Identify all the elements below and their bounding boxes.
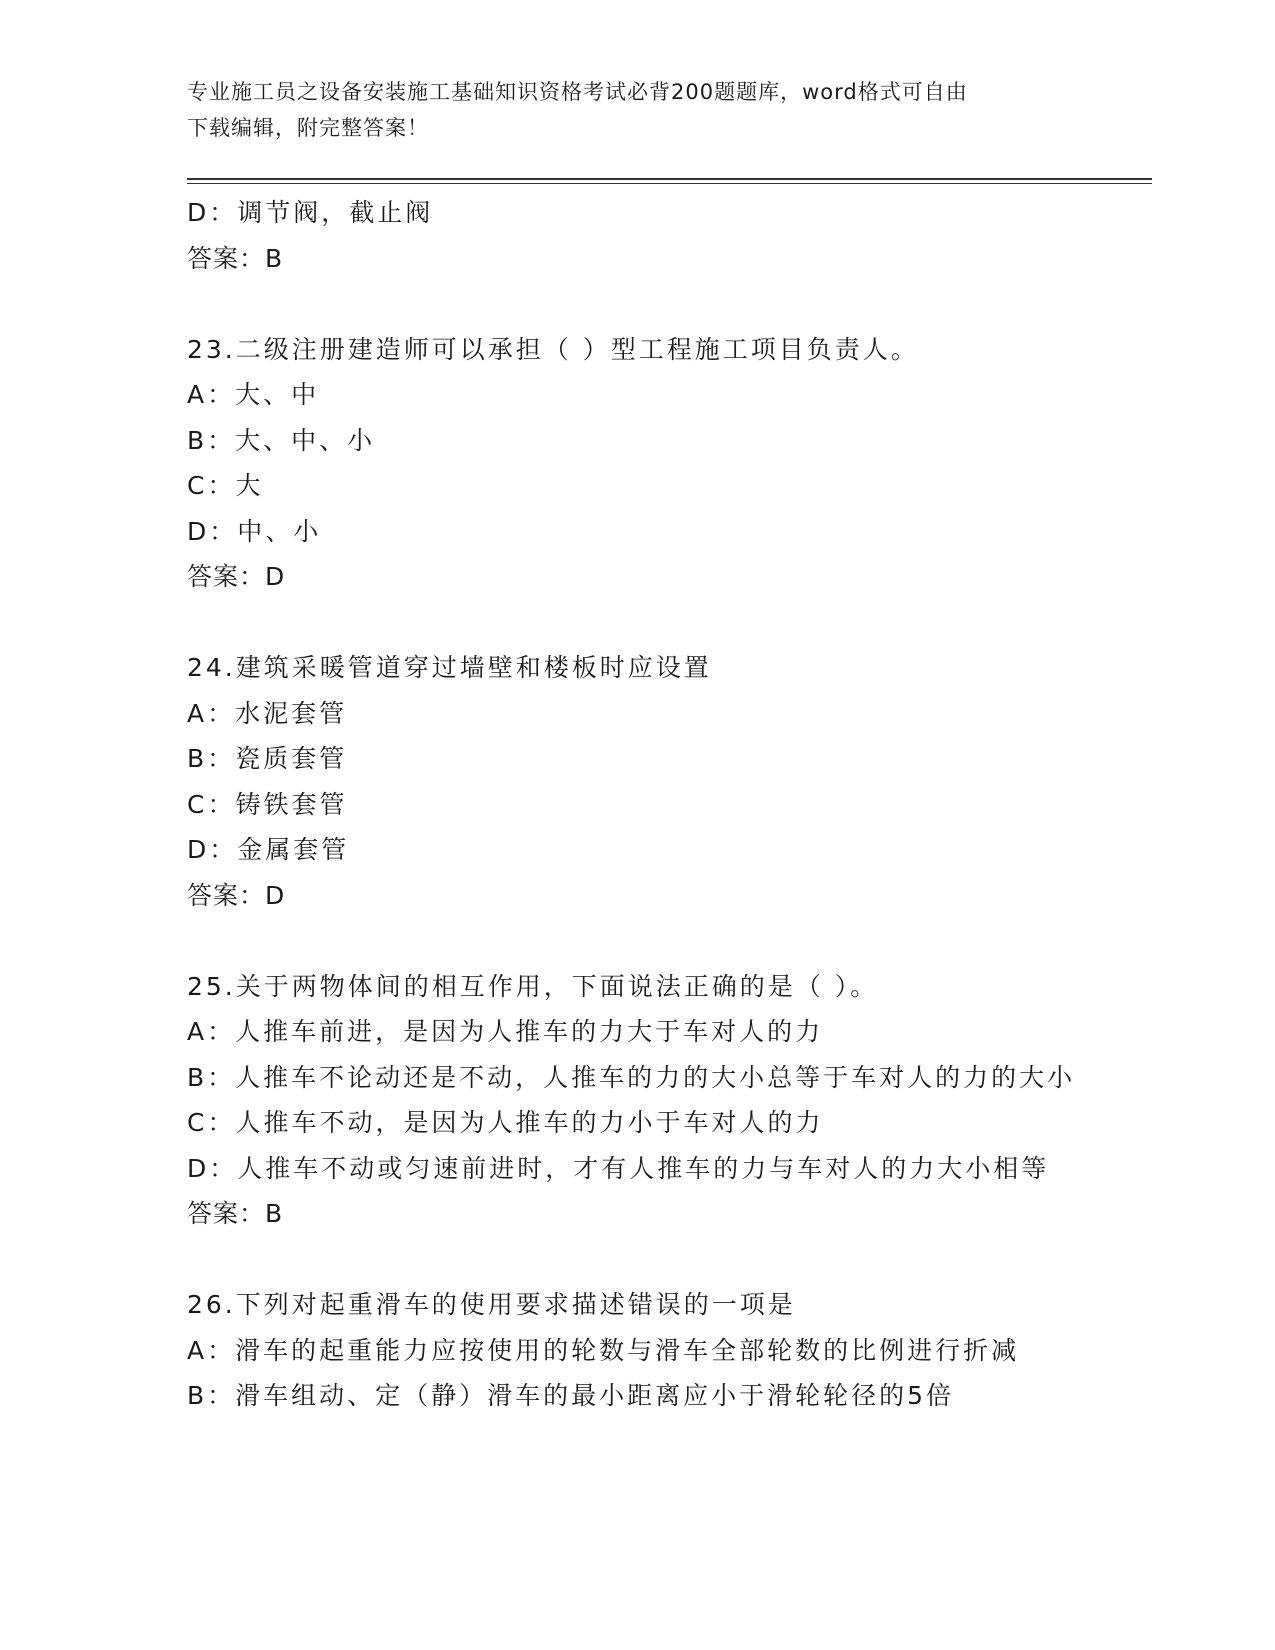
option-a: A：人推车前进，是因为人推车的力大于车对人的力 bbox=[187, 1017, 824, 1046]
option-b: B：人推车不论动还是不动，人推车的力的大小总等于车对人的力的大小 bbox=[187, 1062, 1076, 1092]
question-24 bbox=[187, 645, 1087, 918]
spacer bbox=[187, 281, 1087, 327]
document-header bbox=[187, 74, 1087, 146]
question-25 bbox=[187, 964, 1087, 1237]
spacer bbox=[187, 600, 1087, 646]
answer: 答案：D bbox=[187, 880, 286, 910]
option-a: A：水泥套管 bbox=[187, 698, 348, 728]
question-stem: 24.建筑采暖管道穿过墙壁和楼板时应设置 bbox=[187, 653, 712, 682]
question-stem: 23.二级注册建造师可以承担（ ）型工程施工项目负责人。 bbox=[187, 334, 919, 364]
header-divider-thick bbox=[187, 178, 1152, 180]
option-b: B：滑车组动、定（静）滑车的最小距离应小于滑轮轮径的5倍 bbox=[187, 1381, 955, 1410]
option-a: A：大、中 bbox=[187, 380, 320, 409]
option-a: A：滑车的起重能力应按使用的轮数与滑车全部轮数的比例进行折减 bbox=[187, 1335, 1020, 1365]
answer: 答案：D bbox=[187, 562, 286, 591]
option-c: C：大 bbox=[187, 471, 264, 500]
option-d: D：中、小 bbox=[187, 516, 322, 546]
spacer bbox=[187, 918, 1087, 964]
question-stem: 26.下列对起重滑车的使用要求描述错误的一项是 bbox=[187, 1290, 796, 1319]
option-c: C：人推车不动，是因为人推车的力小于车对人的力 bbox=[187, 1108, 824, 1137]
option-d: D：人推车不动或匀速前进时，才有人推车的力与车对人的力大小相等 bbox=[187, 1153, 1050, 1183]
header-line-1: 专业施工员之设备安装施工基础知识资格考试必背200题题库，word格式可自由 bbox=[187, 80, 968, 104]
answer: 答案：B bbox=[187, 1199, 284, 1228]
header-divider-thin bbox=[187, 183, 1152, 184]
option-b: B：瓷质套管 bbox=[187, 744, 348, 773]
prev-answer: 答案：B bbox=[187, 243, 284, 273]
option-d: D：金属套管 bbox=[187, 835, 350, 864]
option-b: B：大、中、小 bbox=[187, 425, 376, 455]
question-stem: 25.关于两物体间的相互作用，下面说法正确的是（ ）。 bbox=[187, 971, 879, 1001]
header-line-2: 下载编辑，附完整答案！ bbox=[187, 116, 429, 140]
prev-option-d: D：调节阀，截止阀 bbox=[187, 198, 434, 227]
question-list bbox=[187, 190, 1087, 1419]
option-c: C：铸铁套管 bbox=[187, 789, 348, 819]
spacer bbox=[187, 1237, 1087, 1283]
question-26 bbox=[187, 1282, 1087, 1419]
question-23 bbox=[187, 327, 1087, 600]
